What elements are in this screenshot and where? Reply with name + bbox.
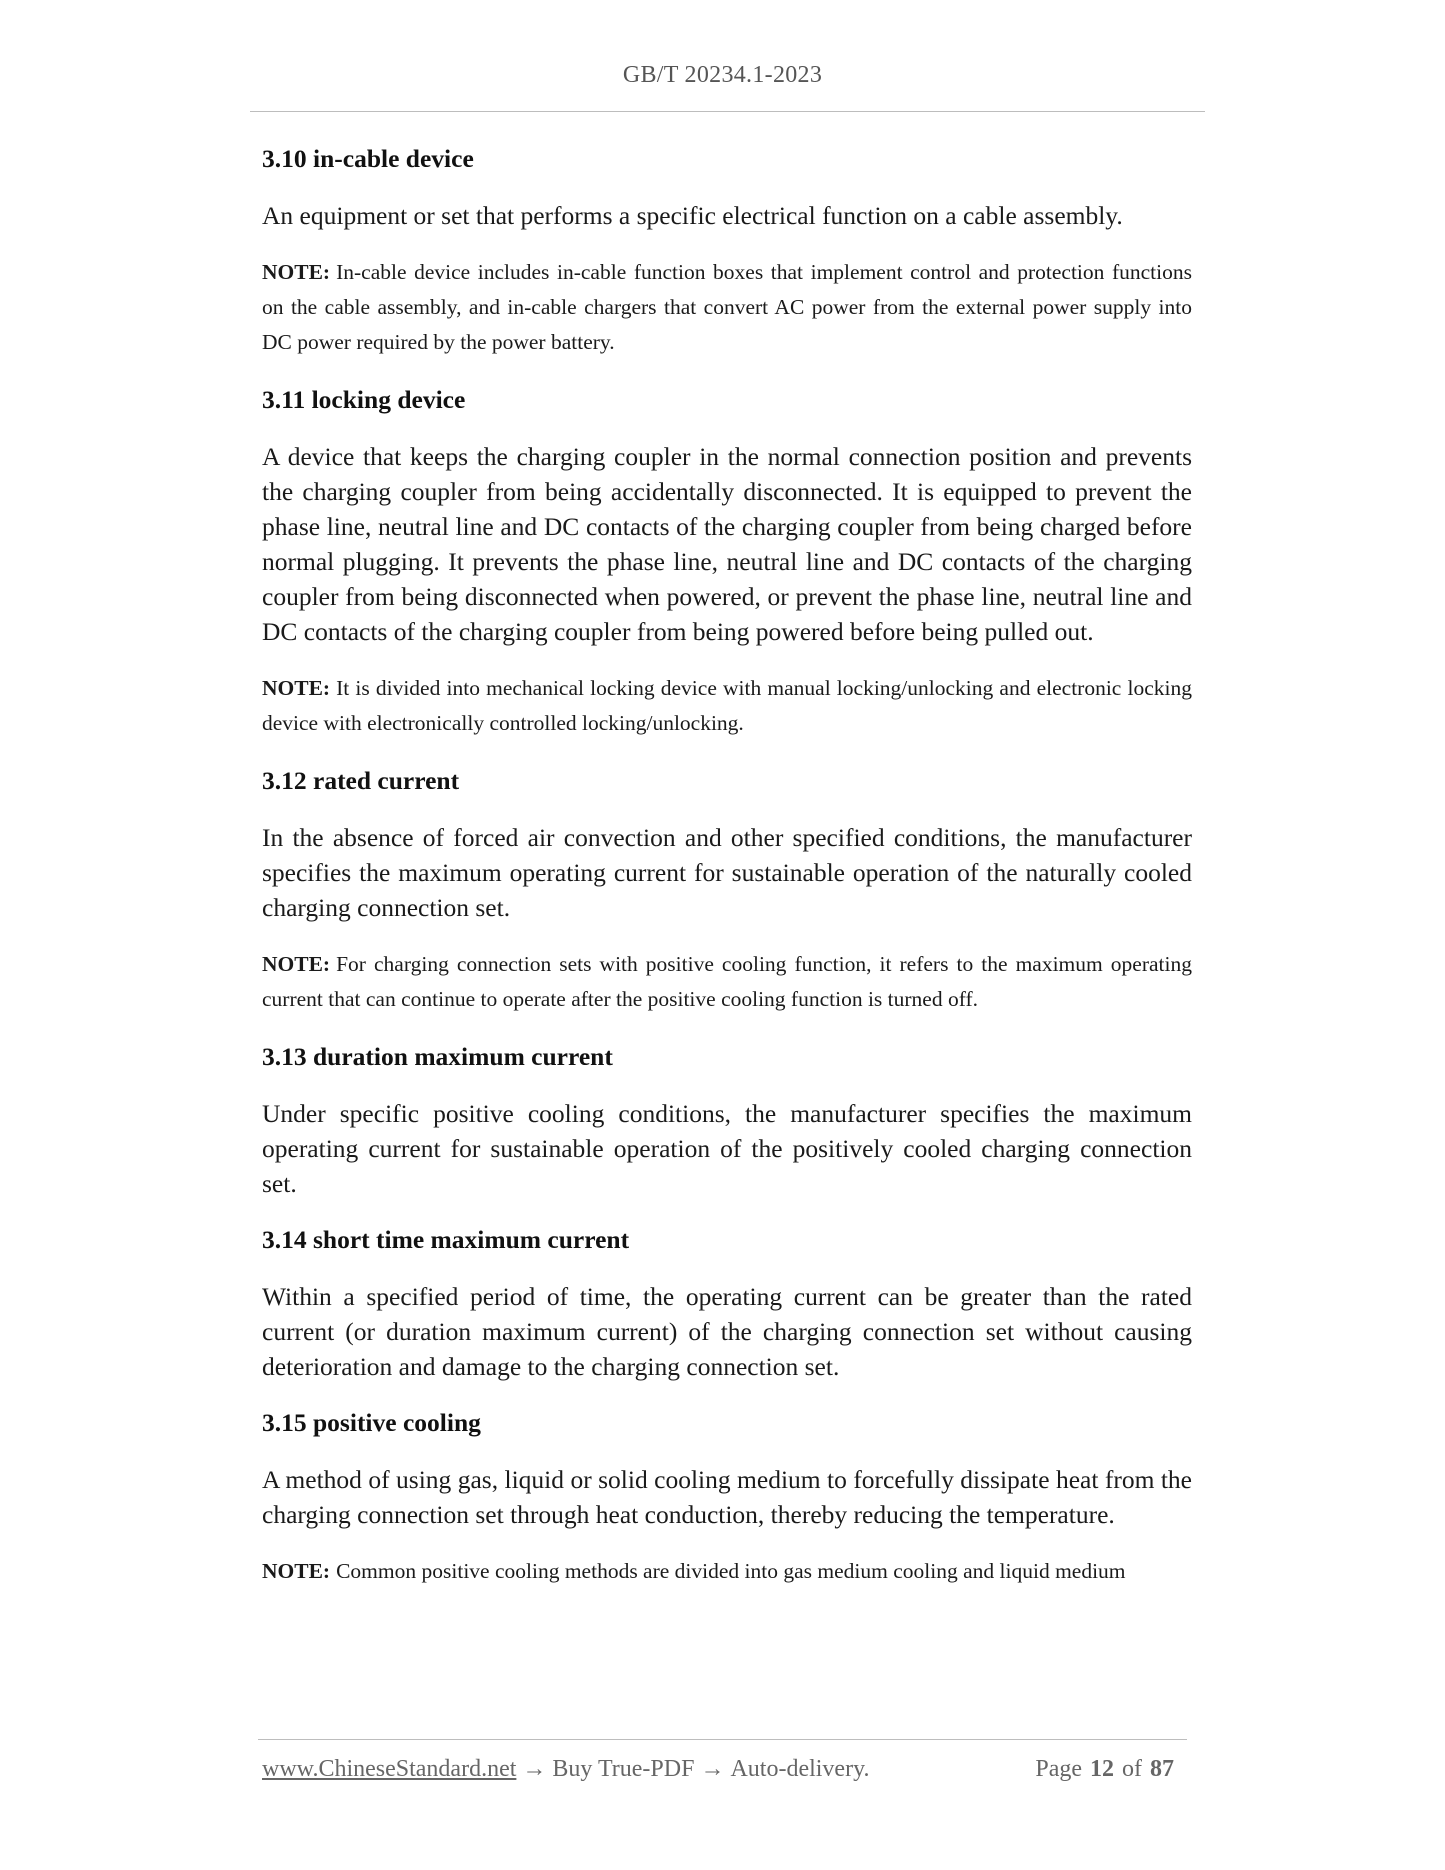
page-current: 12 — [1090, 1756, 1114, 1782]
site-link[interactable]: www.ChineseStandard.net — [262, 1756, 517, 1782]
note-label: NOTE: — [262, 676, 331, 700]
section-3-10 — [262, 142, 1192, 360]
definition-text: In the absence of forced air convection and other specified conditions, the manufacturer specifies the maximum operating current for sustainable operation of the naturally cooled charging connection set. — [262, 823, 1192, 922]
note-text: Common positive cooling methods are divided into gas medium cooling and liquid medium — [336, 1559, 1126, 1583]
note-text: It is divided into mechanical locking device with manual locking/unlocking and electronic locking device with electronically controlled locking/unlocking. — [262, 676, 1192, 735]
of-word: of — [1122, 1756, 1142, 1782]
section-3-15 — [262, 1406, 1192, 1589]
section-3-13 — [262, 1040, 1192, 1201]
page-total: 87 — [1150, 1756, 1174, 1782]
note — [262, 947, 1192, 1017]
footer-divider — [258, 1739, 1187, 1740]
note-label: NOTE: — [262, 260, 331, 284]
section-heading: 3.10 in-cable device — [262, 144, 474, 173]
footer-promo — [262, 1756, 870, 1783]
note-text: In-cable device includes in-cable function boxes that implement control and protection functions on the cable assembly, and in-cable chargers that convert AC power from the external power supply into DC power required by the power battery. — [262, 260, 1192, 354]
note — [262, 671, 1192, 741]
section-heading: 3.13 duration maximum current — [262, 1042, 613, 1071]
definition-text: A device that keeps the charging coupler in the normal connection position and prevents the charging coupler from being accidentally disconnected. It is equipped to prevent the phase line, neutral line and DC contacts of the charging coupler from being charged before normal plugging. It prevents the phase line, neutral line and DC contacts of the charging coupler from being disconnected when powered, or prevent the phase line, neutral line and DC contacts of the charging coupler from being powered before being pulled out. — [262, 442, 1192, 646]
header-divider — [250, 111, 1205, 112]
standard-id: GB/T 20234.1-2023 — [622, 62, 823, 88]
section-heading: 3.15 positive cooling — [262, 1408, 481, 1437]
arrow-right-icon: → — [700, 1756, 725, 1782]
buy-text: Buy True-PDF — [552, 1756, 695, 1782]
section-3-14 — [262, 1223, 1192, 1384]
section-heading: 3.12 rated current — [262, 766, 460, 795]
document-body — [262, 142, 1192, 1612]
note — [262, 255, 1192, 360]
section-3-11 — [262, 383, 1192, 741]
page-header — [0, 62, 1445, 89]
delivery-text: Auto-delivery. — [730, 1756, 870, 1782]
note — [262, 1554, 1192, 1589]
definition-text: Within a specified period of time, the operating current can be greater than the rated current (or duration maximum current) of the charging connection set without causing deterioration and damage to the charging connection set. — [262, 1282, 1192, 1381]
section-3-12 — [262, 764, 1192, 1017]
page-indicator — [1035, 1756, 1182, 1783]
note-label: NOTE: — [262, 952, 331, 976]
definition-text: A method of using gas, liquid or solid cooling medium to forcefully dissipate heat from the charging connection set through heat conduction, thereby reducing the temperature. — [262, 1465, 1192, 1529]
arrow-right-icon: → — [522, 1756, 547, 1782]
section-heading: 3.14 short time maximum current — [262, 1225, 630, 1254]
definition-text: An equipment or set that performs a specific electrical function on a cable assembly. — [262, 201, 1123, 230]
definition-text: Under specific positive cooling conditions, the manufacturer specifies the maximum operating current for sustainable operation of the positively cooled charging connection set. — [262, 1099, 1192, 1198]
section-heading: 3.11 locking device — [262, 385, 466, 414]
page-word: Page — [1035, 1756, 1082, 1782]
page-footer — [262, 1756, 1182, 1783]
note-text: For charging connection sets with positive cooling function, it refers to the maximum operating current that can continue to operate after the positive cooling function is turned off. — [262, 952, 1192, 1011]
note-label: NOTE: — [262, 1559, 331, 1583]
